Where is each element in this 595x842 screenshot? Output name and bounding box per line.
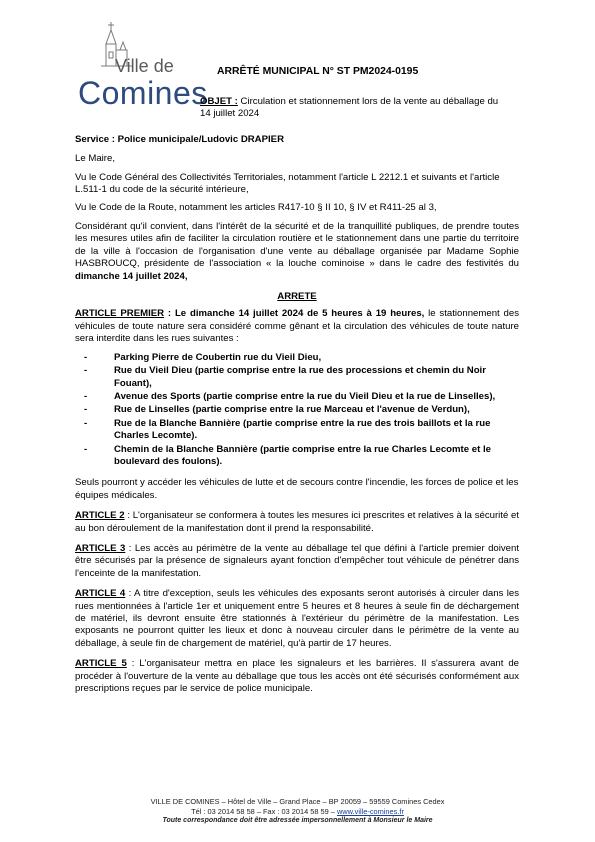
website-link[interactable]: www.ville-comines.fr xyxy=(336,806,404,816)
article-5-label: ARTICLE 5 xyxy=(75,658,127,670)
article-3-text: : Les accès au périmètre de la vente au déballage tel que défini à l'article premier doivent être sécurisés par la présence de signaleurs ayant fonction d'empêcher tout véhicule de pénétrer dans l'enceinte de la manifestation. xyxy=(75,542,519,579)
article-4 xyxy=(75,588,519,650)
objet xyxy=(200,96,500,121)
logo-line-1: Ville de xyxy=(115,56,174,76)
list-item: - Rue de la Blanche Bannière (partie comprise entre la rue des trois baillots et la rue Charles Lecomte). xyxy=(75,418,519,443)
logo-line-2: Comines xyxy=(78,75,208,111)
list-item: - Chemin de la Blanche Bannière (partie comprise entre la rue Charles Lecomte et le boulevard des foulons). xyxy=(75,444,519,469)
footer-address: VILLE DE COMINES – Hôtel de Ville – Grand Place – BP 20059 – 59559 Comines Cedex xyxy=(150,797,445,806)
article-2-text: : L'organisateur se conformera à toutes les mesures ici prescrites et relatives à la sécurité et au bon déroulement de la manifestation dont il prend la responsabilité. xyxy=(75,510,519,534)
document-title: ARRÊTÉ MUNICIPAL N° ST PM2024-0195 xyxy=(217,66,419,77)
page-footer xyxy=(60,797,535,826)
article-4-label: ARTICLE 4 xyxy=(75,588,126,600)
service-line: Service : Police municipale/Ludovic DRAPIER xyxy=(75,134,284,145)
objet-label: OBJET : xyxy=(200,96,238,107)
article-1-date: : Le dimanche 14 juillet 2024 de 5 heures à 19 heures, xyxy=(164,308,425,320)
city-logo xyxy=(78,20,208,112)
considerant xyxy=(75,221,519,283)
article-5 xyxy=(75,658,519,695)
article-3-label: ARTICLE 3 xyxy=(75,542,126,554)
objet-text: Circulation et stationnement lors de la vente au déballage du 14 juillet 2024 xyxy=(200,96,499,120)
list-item: - Parking Pierre de Coubertin rue du Vieil Dieu, xyxy=(75,352,519,364)
list-item: - Rue du Vieil Dieu (partie comprise entre la rue des processions et chemin du Noir Fouant), xyxy=(75,365,519,390)
article-1-label: ARTICLE PREMIER xyxy=(75,308,165,320)
footer-note: Toute correspondance doit être adressée impersonnellement à Monsieur le Maire xyxy=(162,817,433,825)
article-3 xyxy=(75,543,519,580)
article-2 xyxy=(75,510,519,535)
list-item: - Avenue des Sports (partie comprise entre la rue du Vieil Dieu et la rue de Linselles), xyxy=(75,391,519,403)
street-list xyxy=(75,352,519,469)
article-1 xyxy=(75,308,519,345)
arrete-heading: ARRETE xyxy=(277,291,317,303)
vu-code-route: Vu le Code de la Route, notamment les articles R417-10 § II 10, § IV et R411-25 al 3, xyxy=(75,201,437,213)
article-2-label: ARTICLE 2 xyxy=(75,510,125,522)
document-body xyxy=(75,134,519,695)
article-1-text: le stationnement des véhicules de toute nature sera considéré comme gênant et la circulation des véhicules de toute nature sera interdite dans les rues suivantes : xyxy=(75,308,519,345)
list-item: - Rue de Linselles (partie comprise entre la rue Marceau et l'avenue de Verdun), xyxy=(75,404,519,416)
article-5-text: : L'organisateur mettra en place les signaleurs et les barrières. Il s'assurera avant de procéder à l'ouverture de la vente au déballage que tous les accès ont été sécurisés conformément aux prescriptions reçues par le service de police municipale. xyxy=(75,658,519,695)
seuls-paragraph: Seuls pourront y accéder les véhicules de lutte et de secours contre l'incendie, les forces de police et les équipes médicales. xyxy=(75,477,519,501)
considerant-text: Considérant qu'il convient, dans l'intérêt de la sécurité et de la tranquillité publiques, de prendre toutes les mesures utiles afin de faciliter la circulation routière et le stationnement dans une partie du territoire de la ville à l'occasion de l'organisation d'une vente au déballage organisée par Madame Sophie HASBROUCQ, présidente de l'association « la louche cominoise » dans le cadre des festivités du xyxy=(75,221,519,270)
vu-cgct: Vu le Code Général des Collectivités Territoriales, notamment l'article L 2212.1 et suivants et l'article L.511-1 du code de la sécurité intérieure, xyxy=(75,171,500,196)
article-4-text: : A titre d'exception, seuls les véhicules des exposants seront autorisés à circuler dans les rues mentionnées à l'article 1er et uniquement entre 5 heures et 8 heures à seule fin de déchargement de matériel, ils devront ensuite être stationnés à l'extérieur du périmètre de la manifestation. Les exposants ne pourront quitter les lieux et donc à nouveau circuler dans le périmètre de la vente au déballage, à seule fin de chargement de matériel, qu'à partir de 17 heures. xyxy=(75,588,519,649)
footer-contact xyxy=(60,807,535,817)
footer-phone: Tél : 03 2014 58 58 – Fax : 03 2014 58 59 – xyxy=(191,806,337,816)
le-maire: Le Maire, xyxy=(75,153,115,165)
considerant-date: dimanche 14 juillet 2024, xyxy=(75,270,188,282)
